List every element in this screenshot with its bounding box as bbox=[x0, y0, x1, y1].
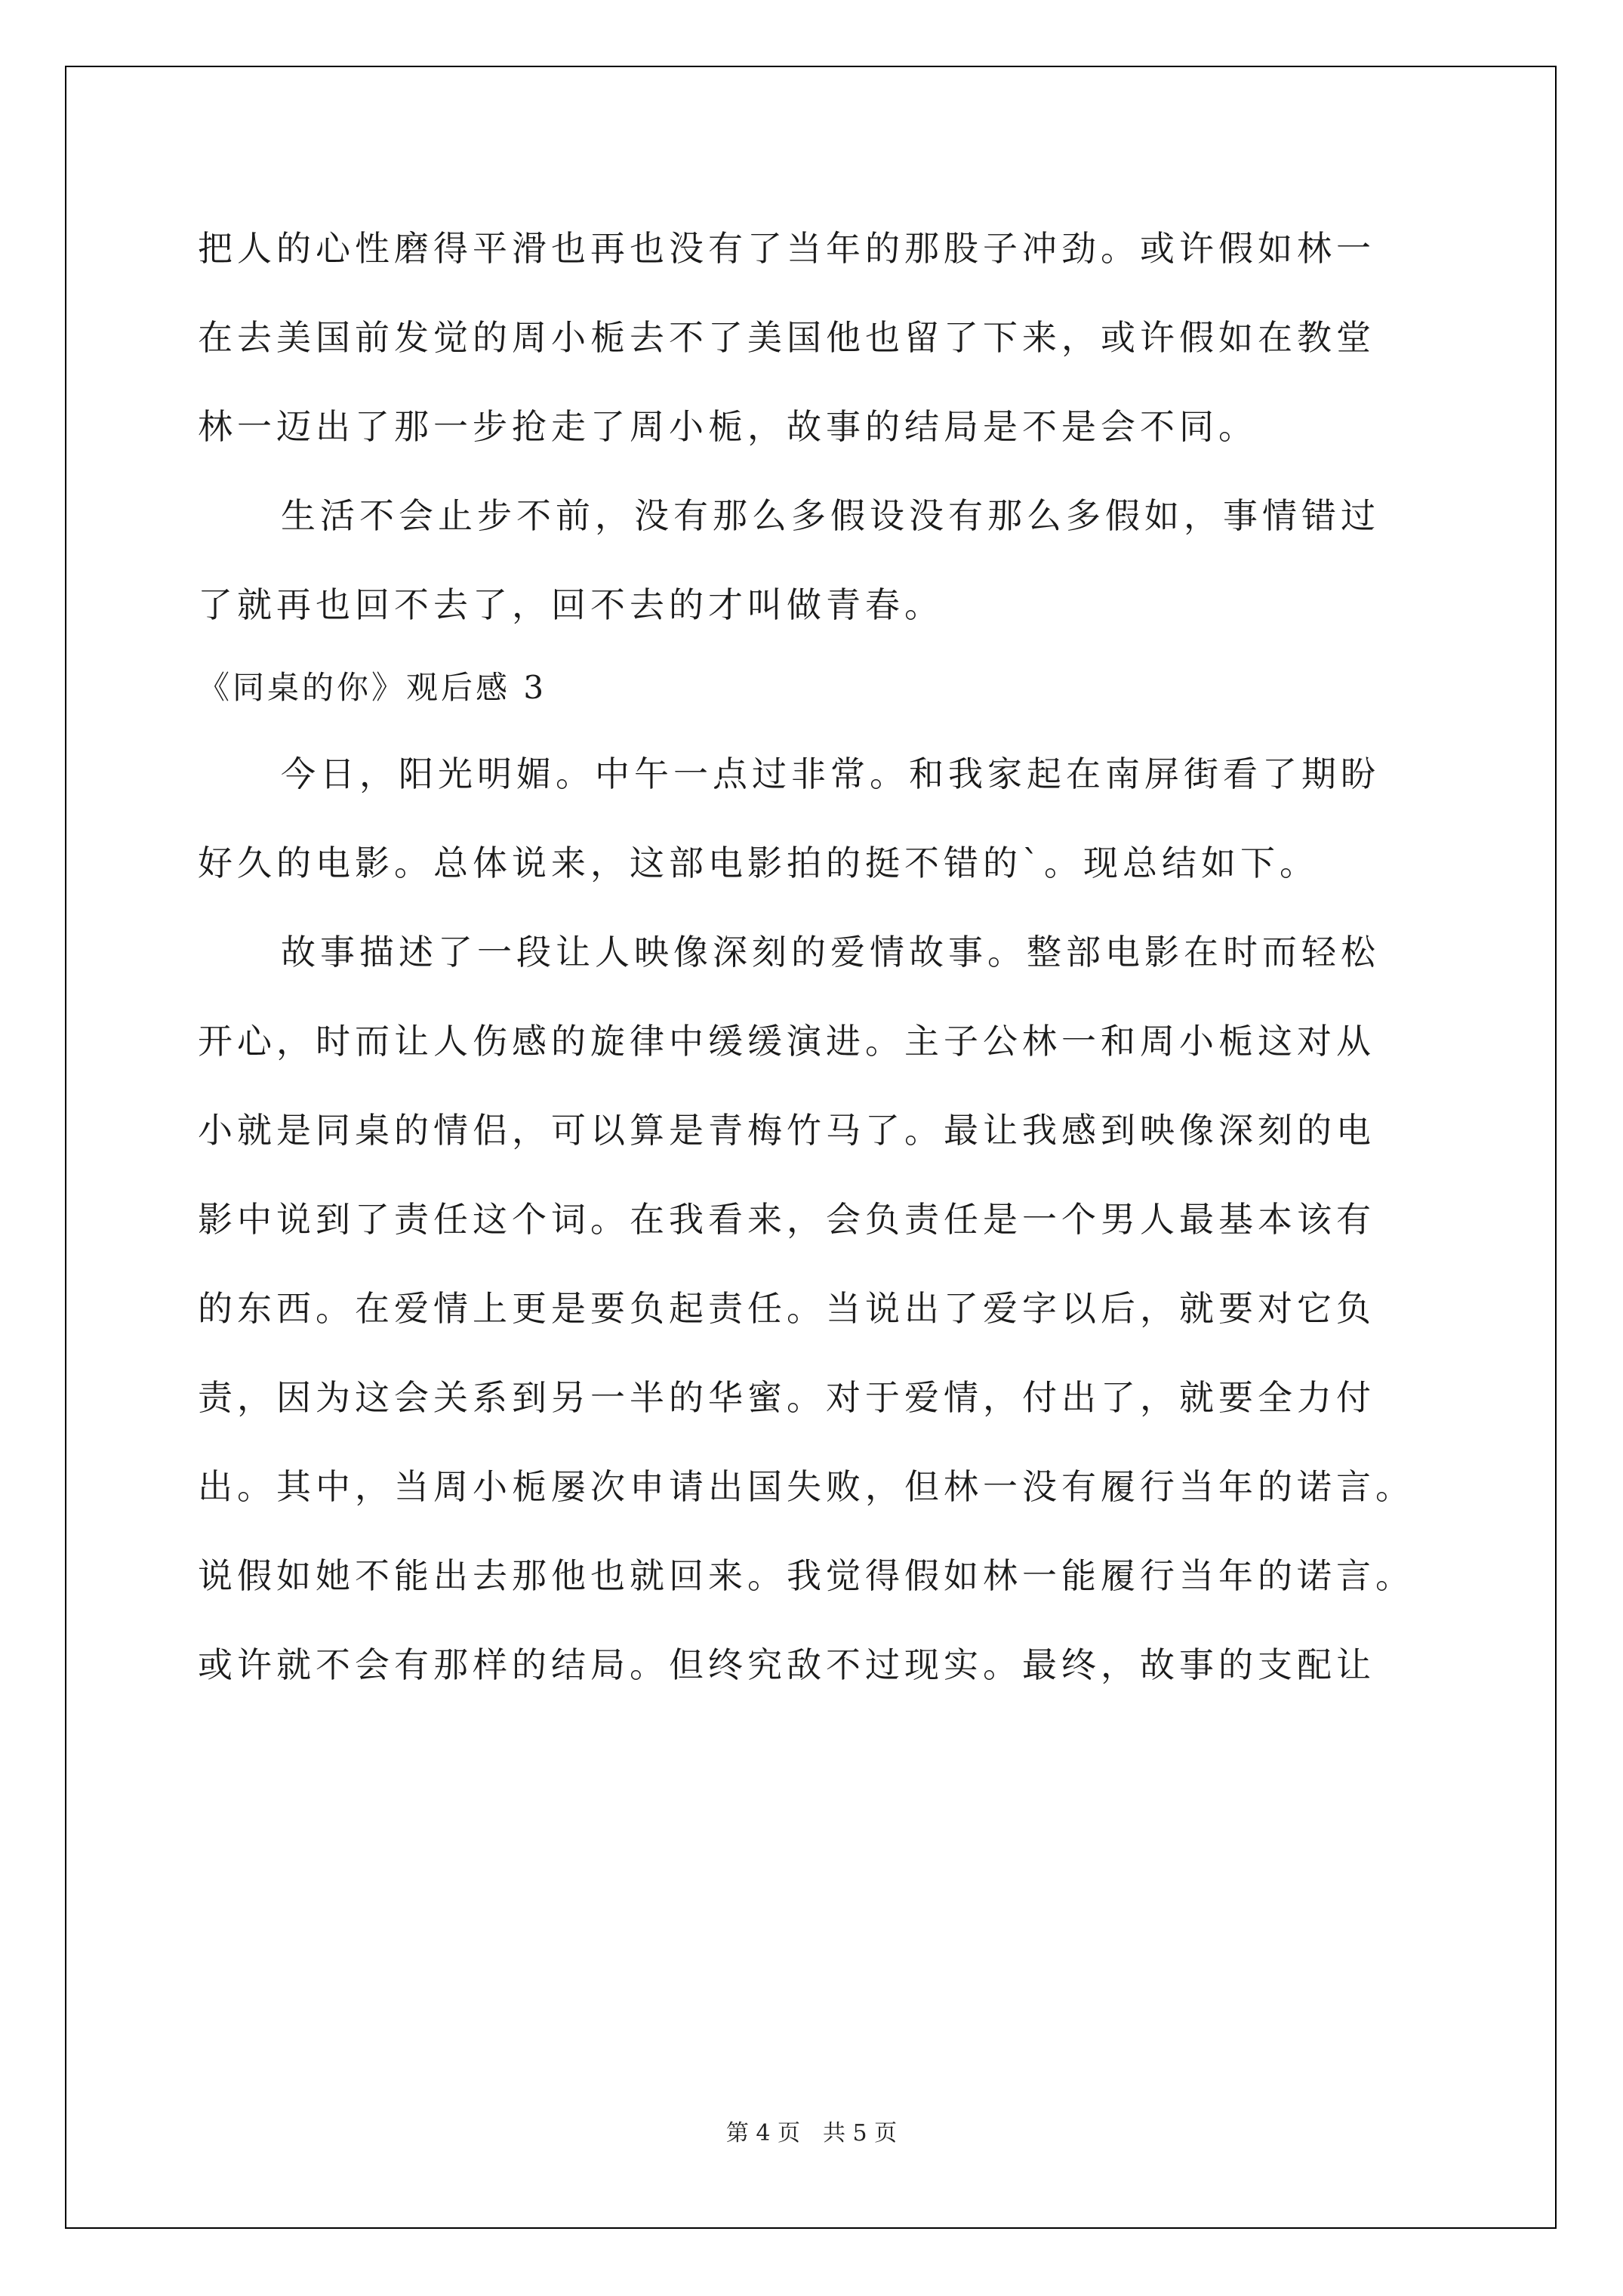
document-body bbox=[198, 204, 1432, 1709]
text-line: 说假如她不能出去那他也就回来。我觉得假如林一能履行当年的诺言。 bbox=[198, 1555, 1415, 1596]
paragraph-start-line: 生活不会止步不前，没有那么多假设没有那么多假如，事情错过 bbox=[281, 495, 1380, 536]
paragraph-start-line: 故事描述了一段让人映像深刻的爱情故事。整部电影在时而轻松 bbox=[281, 932, 1380, 972]
text-line: 了就再也回不去了，回不去的才叫做青春。 bbox=[198, 584, 944, 625]
text-line: 的东西。在爱情上更是要负起责任。当说出了爱字以后，就要对它负 bbox=[198, 1288, 1375, 1329]
text-line: 出。其中，当周小栀屡次申请出国失败，但林一没有履行当年的诺言。 bbox=[198, 1466, 1415, 1507]
text-line: 好久的电影。总体说来，这部电影拍的挺不错的`。现总结如下。 bbox=[198, 843, 1319, 883]
text-line: 小就是同桌的情侣，可以算是青梅竹马了。最让我感到映像深刻的电 bbox=[198, 1110, 1375, 1151]
text-line: 开心，时而让人伤感的旋律中缓缓演进。主子公林一和周小栀这对从 bbox=[198, 1021, 1375, 1062]
paragraph-start-line: 今日，阳光明媚。中午一点过非常。和我家起在南屏街看了期盼 bbox=[281, 754, 1380, 794]
text-line: 或许就不会有那样的结局。但终究敌不过现实。最终，故事的支配让 bbox=[198, 1644, 1375, 1685]
text-line: 在去美国前发觉的周小栀去不了美国他也留了下来，或许假如在教堂 bbox=[198, 317, 1375, 358]
section-heading: 《同桌的你》观后感 3 bbox=[198, 669, 547, 706]
text-line: 把人的心性磨得平滑也再也没有了当年的那股子冲劲。或许假如林一 bbox=[198, 228, 1375, 269]
text-line: 影中说到了责任这个词。在我看来，会负责任是一个男人最基本该有 bbox=[198, 1199, 1375, 1240]
text-line: 责，因为这会关系到另一半的华蜜。对于爱情，付出了，就要全力付 bbox=[198, 1377, 1375, 1418]
page-number-footer: 第 4 页 共 5 页 bbox=[725, 2120, 898, 2147]
text-line: 林一迈出了那一步抢走了周小栀，故事的结局是不是会不同。 bbox=[198, 406, 1258, 447]
